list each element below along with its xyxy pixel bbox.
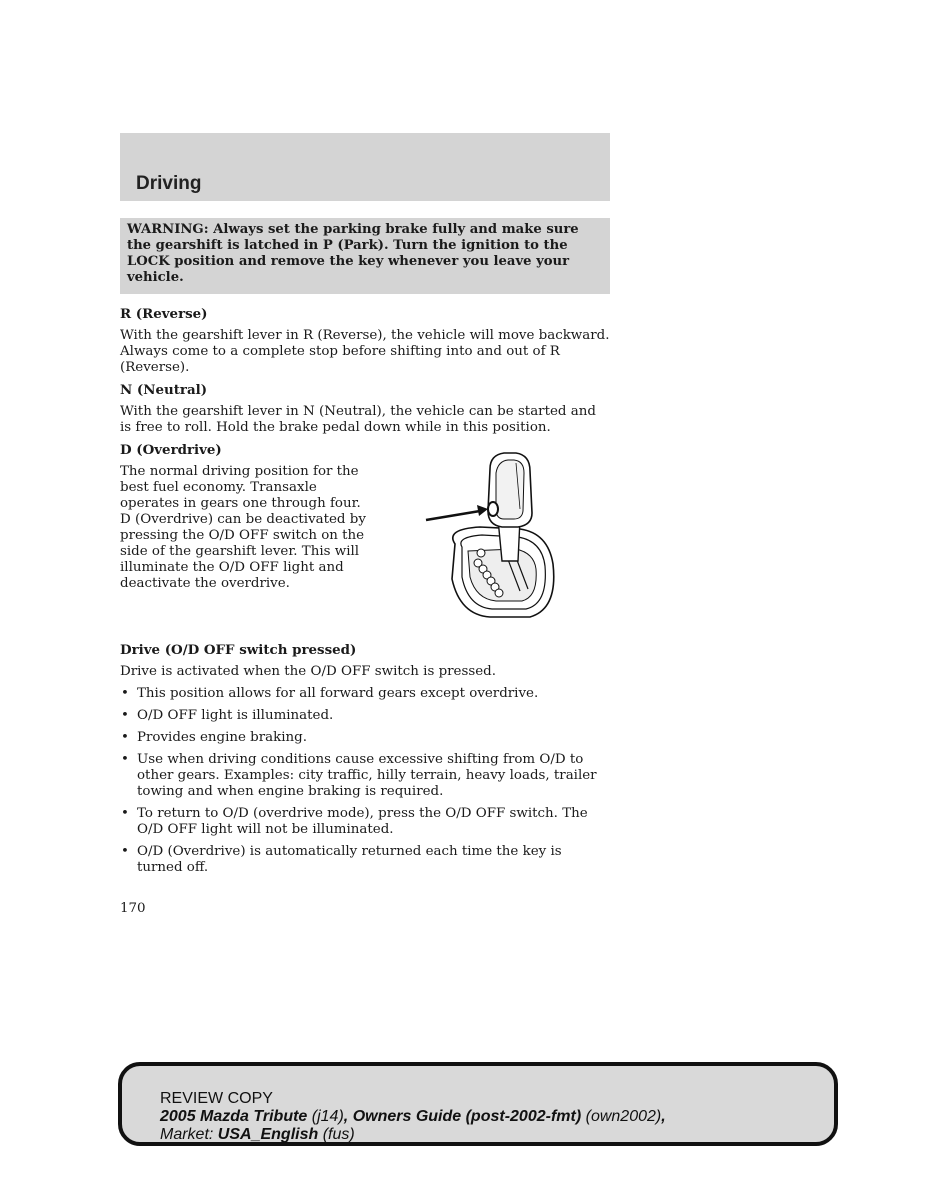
warning-box: WARNING: Always set the parking brake fully and make sure the gearshift is latched in P (Park). Turn the ignition to the LOCK position and remove the key whenever you leave your vehicle.	[120, 218, 610, 294]
footer-document-line: 2005 Mazda Tribute (j14), Owners Guide (post-2002-fmt) (own2002),	[160, 1108, 666, 1125]
overdrive-text: The normal driving position for the best fuel economy. Transaxle operates in gears one through four. D (Overdrive) can be deactivated by pressing the O/D OFF switch on the side of the gearshift lever. This will illuminate the O/D OFF light and deactivate the overdrive.	[120, 464, 366, 591]
list-item: • Provides engine braking.	[121, 730, 307, 745]
neutral-heading: N (Neutral)	[120, 382, 208, 398]
review-copy-footer	[118, 1062, 838, 1146]
list-item: • O/D OFF light is illuminated.	[121, 708, 334, 723]
overdrive-block	[120, 464, 610, 636]
bullet-icon: •	[121, 806, 129, 821]
footer-text	[160, 1090, 666, 1144]
list-item: • O/D (Overdrive) is automatically returned each time the key is turned off.	[121, 844, 562, 875]
bullet-icon: •	[121, 686, 129, 701]
bullet-icon: •	[121, 730, 129, 745]
section-header	[120, 133, 610, 201]
reverse-text: With the gearshift lever in R (Reverse), the vehicle will move backward. Always come to a complete stop before shifting into and out of R (Reverse).	[120, 328, 610, 375]
list-item: • Use when driving conditions cause excessive shifting from O/D to other gears. Examples: city traffic, hilly terrain, heavy loads, trailer towing and when engine braking is required.	[121, 752, 597, 799]
neutral-text: With the gearshift lever in N (Neutral), the vehicle can be started and is free to roll. Hold the brake pedal down while in this position.	[120, 404, 596, 435]
od-off-switch	[488, 502, 498, 516]
bullet-icon: •	[121, 844, 129, 859]
drive-od-off-bullet-list	[120, 686, 610, 876]
page-number: 170	[120, 901, 146, 916]
overdrive-heading: D (Overdrive)	[120, 442, 222, 458]
bullet-icon: •	[121, 752, 129, 767]
drive-od-off-intro: Drive is activated when the O/D OFF switch is pressed.	[120, 664, 496, 679]
list-item: • This position allows for all forward gears except overdrive.	[121, 686, 539, 701]
arrow-pointer-icon	[426, 505, 488, 520]
review-copy-label: REVIEW COPY	[160, 1090, 273, 1107]
gearshift-illustration	[420, 449, 560, 629]
bullet-icon: •	[121, 708, 129, 723]
footer-market-line: Market: USA_English (fus)	[160, 1126, 355, 1143]
list-item: • To return to O/D (overdrive mode), press the O/D OFF switch. The O/D OFF light will not be illuminated.	[121, 806, 588, 837]
section-title: Driving	[136, 173, 202, 194]
main-content	[120, 306, 610, 882]
drive-od-off-heading: Drive (O/D OFF switch pressed)	[120, 642, 357, 658]
reverse-heading: R (Reverse)	[120, 306, 208, 322]
